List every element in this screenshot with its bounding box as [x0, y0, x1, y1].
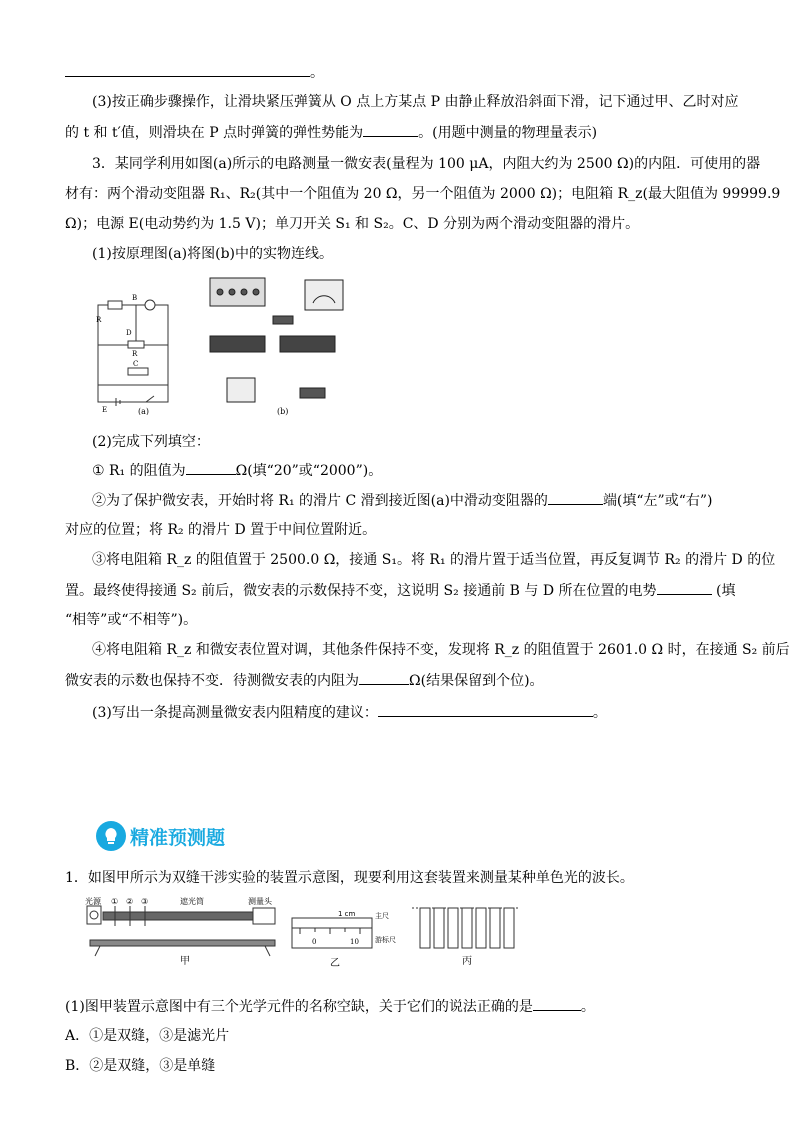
fig-a-label: (a): [138, 407, 150, 415]
q3-2-3-cont: 置。最终使得接通 S₂ 前后，微安表的示数保持不变，这说明 S₂ 接通前 B 与 D 所在位置的电势 (填: [65, 580, 735, 601]
q3-line3: Ω)；电源 E(电动势约为 1.5 V)；单刀开关 S₁ 和 S₂。C、D 分别为两个滑动变阻器的滑片。: [65, 216, 640, 232]
svg-text:C: C: [133, 360, 139, 368]
label-zero: 0: [312, 938, 317, 946]
label-main-scale: 主尺: [375, 912, 389, 920]
q3-2-1: ① R₁ 的阻值为 Ω(填“20”或“2000”)。: [92, 460, 382, 481]
label-1cm: 1 cm: [338, 910, 356, 918]
label-2: ②: [126, 897, 134, 906]
svg-text:E: E: [102, 406, 108, 414]
svg-text:R: R: [96, 316, 102, 324]
answer-blank[interactable]: [533, 996, 581, 1011]
svg-text:D: D: [126, 329, 132, 337]
circuit-diagram-a: [88, 290, 183, 415]
label-vernier: 游标尺: [375, 936, 396, 944]
q2-3-line1: (3)按正确步骤操作，让滑块紧压弹簧从 O 点上方某点 P 由静止释放沿斜面下滑，记下通过甲、乙时对应: [92, 94, 739, 110]
answer-blank[interactable]: [359, 670, 409, 685]
q3-2-2-cont: 对应的位置；将 R₂ 的滑片 D 置于中间位置附近。: [65, 522, 377, 538]
q3-2-4: ④将电阻箱 R_z 和微安表位置对调，其他条件保持不变，发现将 R_z 的阻值置于 2601.0 Ω 时，在接通 S₂ 前后: [92, 642, 790, 658]
answer-blank[interactable]: [363, 122, 418, 137]
label-3: ③: [141, 897, 149, 906]
label-shade: 遮光筒: [180, 897, 204, 906]
fringe-diagram-bing: [410, 896, 520, 968]
option-a[interactable]: A．①是双缝，③是滤光片: [65, 1028, 230, 1044]
q2-3-line2: 的 t 和 t′值，则滑块在 P 点时弹簧的弹性势能为 。(用题中测量的物理量表示): [65, 122, 597, 143]
section-title: 精准预测题: [130, 826, 226, 849]
caption-bing: 丙: [462, 956, 472, 967]
q3-part2: (2)完成下列填空：: [92, 434, 210, 450]
caption-yi: 乙: [330, 958, 340, 968]
instrument-photo-b: [205, 268, 355, 418]
fig-b-label: (b): [277, 407, 289, 416]
prev-answer-line: 。: [65, 62, 324, 83]
svg-text:R: R: [132, 350, 138, 358]
answer-blank[interactable]: [548, 490, 603, 505]
p1-line: 1．如图甲所示为双缝干涉实验的装置示意图，现要利用这套装置来测量某种单色光的波长。: [65, 870, 634, 886]
answer-blank[interactable]: [657, 580, 712, 595]
label-measuring-head: 测量头: [248, 897, 272, 906]
q3-2-3: ③将电阻箱 R_z 的阻值置于 2500.0 Ω，接通 S₁。将 R₁ 的滑片置于适当位置，再反复调节 R₂ 的滑片 D 的位: [92, 552, 776, 568]
answer-blank[interactable]: [378, 702, 593, 717]
option-b[interactable]: B．②是双缝，③是单缝: [65, 1058, 216, 1074]
label-light-source: 光源: [85, 897, 101, 906]
section-heading: [96, 816, 225, 856]
answer-blank[interactable]: [186, 460, 236, 475]
q3-2-4-cont: 微安表的示数也保持不变．待测微安表的内阻为 Ω(结果保留到个位)。: [65, 670, 544, 691]
q3-line1: 3．某同学利用如图(a)所示的电路测量一微安表(量程为 100 μA，内阻大约为 2500 Ω)的内阻．可使用的器: [92, 156, 761, 172]
label-ten: 10: [350, 938, 359, 946]
vernier-diagram-yi: [290, 906, 400, 968]
q3-2-2: ②为了保护微安表，开始时将 R₁ 的滑片 C 滑到接近图(a)中滑动变阻器的 端(填“左”或“右”): [92, 490, 713, 511]
lightbulb-icon: [96, 821, 126, 851]
q3-part1: (1)按原理图(a)将图(b)中的实物连线。: [92, 246, 333, 262]
svg-text:B: B: [132, 294, 138, 302]
caption-jia: 甲: [180, 956, 190, 966]
p1-part1: (1)图甲装置示意图中有三个光学元件的名称空缺，关于它们的说法正确的是 。: [65, 996, 595, 1017]
q3-line2: 材有：两个滑动变阻器 R₁、R₂(其中一个阻值为 20 Ω，另一个阻值为 2000 Ω)；电阻箱 R_z(最大阻值为 99999.9: [65, 186, 781, 202]
answer-blank[interactable]: [65, 62, 310, 77]
apparatus-diagram-jia: [85, 896, 285, 966]
q3-part3: (3)写出一条提高测量微安表内阻精度的建议： 。: [92, 702, 607, 723]
q3-2-3-cont2: “相等”或“不相等”)。: [65, 612, 198, 628]
label-1: ①: [111, 897, 119, 906]
